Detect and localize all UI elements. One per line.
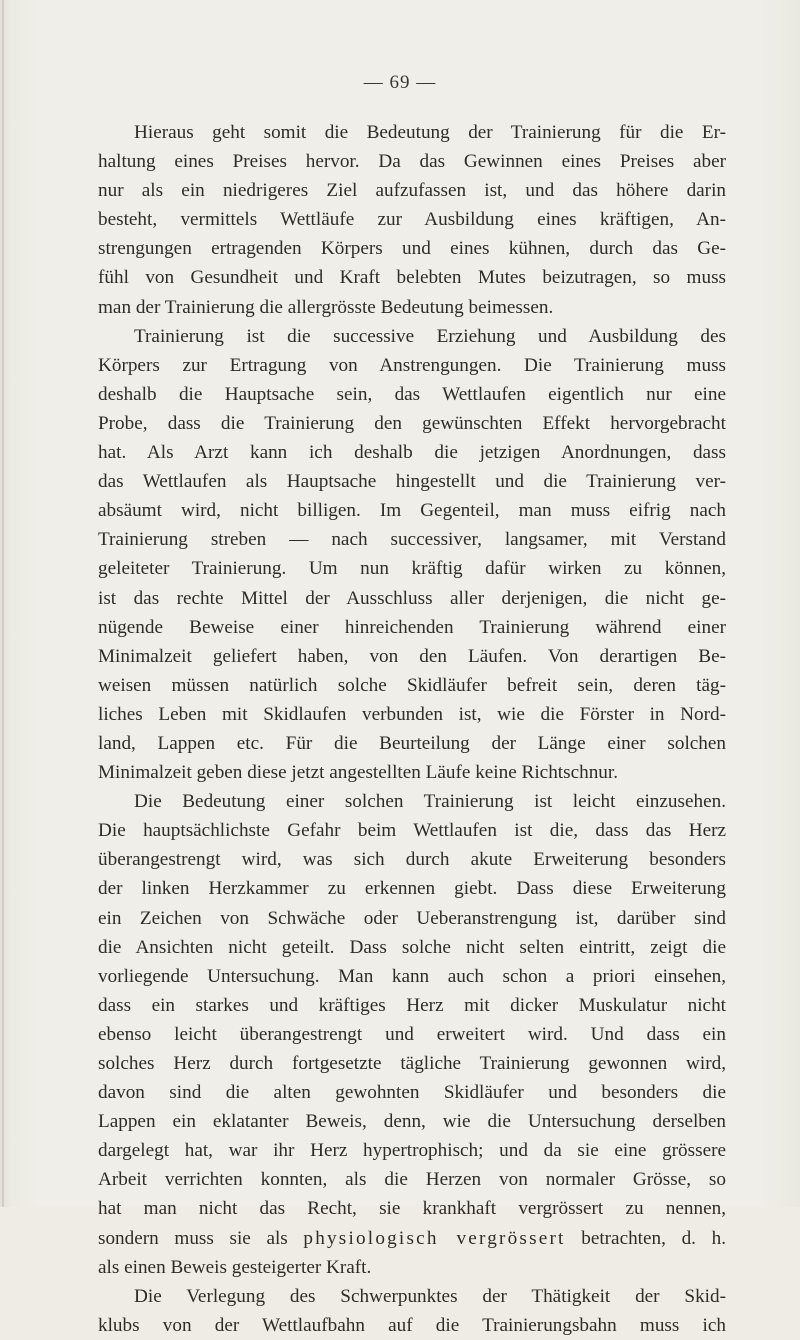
text-line: hat. Als Arzt kann ich deshalb die jetzigen Anordnungen, dass (98, 442, 726, 464)
text-line: Trainierung ist die successive Erziehung und Ausbildung des (134, 325, 726, 347)
text-line: ist das rechte Mittel der Ausschluss aller derjenigen, die nicht ge- (98, 587, 726, 609)
text-line: land, Lappen etc. Für die Beurteilung der Länge einer solchen (98, 732, 726, 754)
text-line: Die Bedeutung einer solchen Trainierung ist leicht einzusehen. (134, 791, 726, 813)
text-line: man der Trainierung die allergrösste Bedeutung beimessen. (98, 296, 554, 318)
page-number: — 69 — (363, 72, 437, 93)
text-line: solches Herz durch fortgesetzte tägliche Trainierung gewonnen wird, (98, 1053, 726, 1074)
text-line: als einen Beweis gesteigerter Kraft. (98, 1256, 372, 1278)
text-line: strengungen ertragenden Körpers und eines kühnen, durch das Ge- (98, 238, 726, 260)
text-line: hat man nicht das Recht, sie krankhaft vergrössert zu nennen, (98, 1198, 726, 1220)
text-line: nügende Beweise einer hinreichenden Trainierung während einer (98, 616, 726, 638)
text-line: ebenso leicht überangestrengt und erweitert wird. Und dass ein (98, 1023, 726, 1045)
text-line: geleiteter Trainierung. Um nun kräftig dafür wirken zu können, (98, 558, 726, 580)
text-line: besteht, vermittels Wettläufe zur Ausbildung eines kräftigen, An- (98, 209, 726, 231)
text-line: ein Zeichen von Schwäche oder Ueberanstrengung ist, darüber sind (98, 907, 726, 929)
text-line: fühl von Gesundheit und Kraft belebten Mutes beizutragen, so muss (98, 267, 726, 289)
text-line: Arbeit verrichten konnten, als die Herzen von normaler Grösse, so (98, 1169, 726, 1191)
text-line: haltung eines Preises hervor. Da das Gewinnen eines Preises aber (98, 151, 726, 173)
text-line: sondern muss sie als physiologisch vergrössert betrachten, d. h. (98, 1227, 726, 1249)
text-line: Körpers zur Ertragung von Anstrengungen. Die Trainierung muss (98, 354, 726, 376)
text-line: deshalb die Hauptsache sein, das Wettlaufen eigentlich nur eine (98, 383, 726, 405)
page-edge-shadow (2, 0, 4, 1207)
text-line: Die hauptsächlichste Gefahr beim Wettlaufen ist die, dass das Herz (98, 820, 726, 842)
text-line: Minimalzeit geliefert haben, von den Läufen. Von derartigen Be- (98, 645, 726, 667)
text-line: davon sind die alten gewohnten Skidläufer und besonders die (98, 1082, 726, 1104)
text-line: der linken Herzkammer zu erkennen giebt. Dass diese Erweiterung (98, 878, 726, 900)
text-line: die Ansichten nicht geteilt. Dass solche nicht selten eintritt, zeigt die (98, 936, 726, 958)
text-line: Trainierung streben — nach successiver, langsamer, mit Verstand (98, 529, 726, 551)
text-line: nur als ein niedrigeres Ziel aufzufassen ist, und das höhere darin (98, 180, 726, 202)
text-line: überangestrengt wird, was sich durch akute Erweiterung besonders (98, 849, 726, 871)
text-line: absäumt wird, nicht billigen. Im Gegenteil, man muss eifrig nach (98, 500, 726, 522)
text-line: klubs von der Wettlaufbahn auf die Trainierungsbahn muss ich (98, 1314, 726, 1336)
text-line: Probe, dass die Trainierung den gewünschten Effekt hervorgebracht (98, 412, 726, 434)
text-line: liches Leben mit Skidlaufen verbunden ist, wie die Förster in Nord- (98, 703, 726, 725)
text-line: das Wettlaufen als Hauptsache hingestellt und die Trainierung ver- (98, 471, 726, 493)
text-line: dargelegt hat, war ihr Herz hypertrophisch; und da sie eine grössere (98, 1140, 726, 1162)
text-line: Hieraus geht somit die Bedeutung der Trainierung für die Er- (134, 122, 726, 143)
body-text (98, 118, 726, 1340)
text-line: dass ein starkes und kräftiges Herz mit dicker Muskulatur nicht (98, 994, 726, 1016)
text-line: Die Verlegung des Schwerpunktes der Thätigkeit der Skid- (134, 1285, 726, 1307)
text-line: weisen müssen natürlich solche Skidläufer befreit sein, deren täg- (98, 674, 726, 696)
emphasized-text: physiologisch vergrössert (303, 1227, 566, 1249)
text-line: Lappen ein eklatanter Beweis, denn, wie die Untersuchung derselben (98, 1111, 726, 1133)
text-line: vorliegende Untersuchung. Man kann auch schon a priori einsehen, (98, 965, 726, 987)
text-line: Minimalzeit geben diese jetzt angestellten Läufe keine Richtschnur. (98, 762, 619, 784)
